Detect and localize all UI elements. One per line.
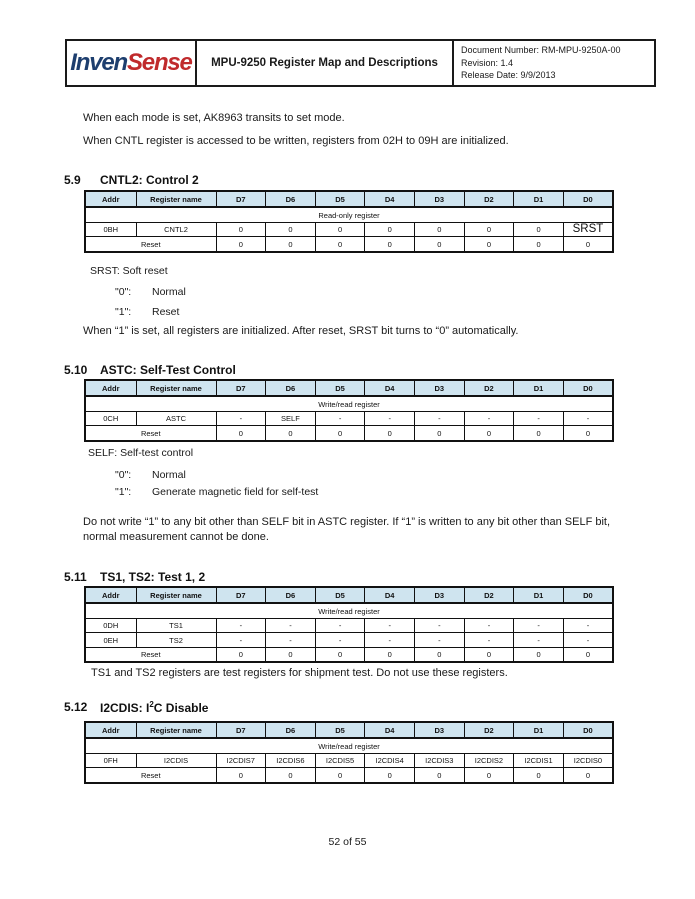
bit-cell: -	[266, 633, 316, 648]
column-header: D1	[514, 587, 564, 603]
bit-cell: 0	[365, 222, 415, 237]
section-number: 5.11	[64, 570, 87, 584]
bit-cell: -	[514, 618, 564, 633]
reset-value-cell: 0	[415, 426, 465, 441]
reset-value-cell: 0	[216, 426, 266, 441]
bit-cell: 0	[514, 222, 564, 237]
reset-value-cell: 0	[464, 237, 514, 252]
column-header: Register name	[136, 722, 216, 738]
bit-cell: -	[563, 633, 613, 648]
column-header: D5	[315, 722, 365, 738]
bit-description-lead: SELF: Self-test control	[88, 447, 194, 459]
section-number: 5.9	[64, 173, 81, 187]
section-title: TS1, TS2: Test 1, 2	[100, 570, 206, 584]
bit-cell: 0	[315, 222, 365, 237]
intro-paragraph-1: When each mode is set, AK8963 transits to set mode.	[83, 112, 345, 124]
column-header: D6	[266, 722, 316, 738]
addr-cell: 0DH	[85, 618, 136, 633]
reset-value-cell: 0	[365, 426, 415, 441]
column-header: D1	[514, 191, 564, 207]
column-header: D3	[415, 380, 465, 396]
column-header: Addr	[85, 587, 136, 603]
reset-value-cell: 0	[315, 237, 365, 252]
reset-value-cell: 0	[563, 426, 613, 441]
column-header: D4	[365, 380, 415, 396]
section-heading-5-11	[64, 570, 205, 584]
section-title	[100, 700, 208, 715]
reset-value-cell: 0	[415, 237, 465, 252]
reset-value-cell: 0	[365, 647, 415, 662]
column-header: D6	[266, 587, 316, 603]
document-release-date: Release Date: 9/9/2013	[461, 70, 556, 81]
reset-value-cell: 0	[415, 647, 465, 662]
column-header: D5	[315, 380, 365, 396]
bit-cell: I2CDIS3	[415, 753, 465, 768]
register-table	[84, 379, 614, 442]
bit-cell: 0	[216, 222, 266, 237]
bit-cell: -	[216, 618, 266, 633]
section-heading-5-9	[64, 173, 199, 187]
bit-cell: -	[514, 411, 564, 426]
reset-value-cell: 0	[315, 647, 365, 662]
bit-cell: -	[216, 411, 266, 426]
register-table	[84, 190, 614, 253]
register-name-cell: TS1	[136, 618, 216, 633]
bit-value-key: "0":	[115, 286, 132, 298]
column-header: D3	[415, 191, 465, 207]
bit-value-meaning: Normal	[152, 469, 186, 481]
column-header: D5	[315, 587, 365, 603]
reset-label-cell: Reset	[85, 647, 216, 662]
bit-cell: I2CDIS2	[464, 753, 514, 768]
bit-value-meaning: Normal	[152, 286, 186, 298]
reset-value-cell: 0	[315, 768, 365, 783]
addr-cell: 0BH	[85, 222, 136, 237]
column-header: D6	[266, 380, 316, 396]
column-header: D3	[415, 587, 465, 603]
column-header: D7	[216, 722, 266, 738]
bit-cell: I2CDIS4	[365, 753, 415, 768]
register-row	[85, 222, 613, 237]
register-table	[84, 586, 614, 663]
bit-value-key: "0":	[115, 469, 132, 481]
reset-value-cell: 0	[563, 237, 613, 252]
column-header: D5	[315, 191, 365, 207]
reset-value-cell: 0	[563, 768, 613, 783]
bit-cell: -	[216, 633, 266, 648]
reset-value-cell: 0	[514, 768, 564, 783]
bit-value-meaning: Generate magnetic field for self-test	[152, 486, 319, 498]
column-header: D3	[415, 722, 465, 738]
reset-label-cell: Reset	[85, 426, 216, 441]
register-row	[85, 411, 613, 426]
column-header: D7	[216, 380, 266, 396]
logo-part-inven: Inven	[70, 49, 127, 76]
bit-cell: -	[365, 633, 415, 648]
register-table-slot	[84, 190, 614, 253]
bit-cell: -	[464, 618, 514, 633]
column-header: D0	[563, 191, 613, 207]
document-title: MPU-9250 Register Map and Descriptions	[197, 41, 454, 85]
page-number: 52 of 55	[328, 836, 367, 848]
bit-value-item	[115, 286, 186, 298]
logo-text	[70, 49, 191, 77]
column-header: D2	[464, 191, 514, 207]
column-header: D4	[365, 587, 415, 603]
column-header: D2	[464, 587, 514, 603]
bit-cell: 0	[266, 222, 316, 237]
reset-value-cell: 0	[365, 237, 415, 252]
reset-value-cell: 0	[216, 768, 266, 783]
reset-value-cell: 0	[514, 647, 564, 662]
reset-value-cell: 0	[415, 768, 465, 783]
column-header: Register name	[136, 191, 216, 207]
bit-cell: -	[315, 618, 365, 633]
register-row	[85, 618, 613, 633]
column-header: Addr	[85, 380, 136, 396]
access-type-cell: Write/read register	[85, 603, 613, 618]
bit-cell: -	[563, 618, 613, 633]
register-name-cell: I2CDIS	[136, 753, 216, 768]
register-name-cell: ASTC	[136, 411, 216, 426]
bit-cell: -	[315, 633, 365, 648]
column-header: D0	[563, 380, 613, 396]
bit-cell: -	[464, 411, 514, 426]
reset-value-cell: 0	[266, 647, 316, 662]
column-header: Addr	[85, 191, 136, 207]
bit-cell: I2CDIS1	[514, 753, 564, 768]
intro-paragraph-2: When CNTL register is accessed to be written, registers from 02H to 09H are initialized.	[83, 135, 509, 147]
document-info	[454, 41, 654, 85]
bit-value-key: "1":	[115, 486, 132, 498]
document-revision: Revision: 1.4	[461, 57, 514, 68]
bit-cell: -	[315, 411, 365, 426]
reset-label-cell: Reset	[85, 768, 216, 783]
bit-cell: SELF	[266, 411, 316, 426]
column-header: D1	[514, 722, 564, 738]
reset-value-cell: 0	[216, 647, 266, 662]
register-table-slot	[84, 379, 614, 442]
register-row	[85, 633, 613, 648]
register-table	[84, 721, 614, 784]
reset-value-cell: 0	[266, 426, 316, 441]
reset-value-cell: 0	[464, 768, 514, 783]
bit-cell: I2CDIS7	[216, 753, 266, 768]
column-header: D0	[563, 587, 613, 603]
column-header: D4	[365, 722, 415, 738]
section-note: Do not write “1” to any bit other than SELF bit in ASTC register. If “1” is written to any bit other than SELF bit, normal measurement cannot be done.	[83, 516, 611, 543]
column-header: D2	[464, 722, 514, 738]
bit-cell: -	[514, 633, 564, 648]
section-title: ASTC: Self-Test Control	[100, 363, 236, 377]
register-name-cell: TS2	[136, 633, 216, 648]
bit-cell: -	[365, 618, 415, 633]
bit-cell: -	[415, 633, 465, 648]
access-type-cell: Write/read register	[85, 738, 613, 753]
reset-label-cell: Reset	[85, 237, 216, 252]
column-header: Register name	[136, 587, 216, 603]
document-header	[65, 39, 656, 87]
column-header: D1	[514, 380, 564, 396]
bit-description-lead: SRST: Soft reset	[90, 265, 168, 277]
column-header: D4	[365, 191, 415, 207]
reset-value-cell: 0	[315, 426, 365, 441]
column-header: Addr	[85, 722, 136, 738]
bit-cell: -	[563, 411, 613, 426]
column-header: D0	[563, 722, 613, 738]
reset-value-cell: 0	[464, 426, 514, 441]
bit-cell: -	[415, 411, 465, 426]
section-title-sup: 2	[149, 700, 154, 709]
register-row	[85, 753, 613, 768]
bit-cell: -	[415, 618, 465, 633]
section-heading-5-12	[64, 700, 208, 715]
section-note: When “1” is set, all registers are initialized. After reset, SRST bit turns to “0” automatically.	[83, 325, 519, 337]
addr-cell: 0FH	[85, 753, 136, 768]
register-name-cell: CNTL2	[136, 222, 216, 237]
reset-value-cell: 0	[266, 768, 316, 783]
document-number: Document Number: RM-MPU-9250A-00	[461, 45, 621, 56]
access-type-cell: Read-only register	[85, 207, 613, 222]
bit-value-item	[115, 306, 179, 318]
section-heading-5-10	[64, 363, 236, 377]
reset-value-cell: 0	[216, 237, 266, 252]
reset-value-cell: 0	[365, 768, 415, 783]
register-table-slot	[84, 586, 614, 663]
column-header: D6	[266, 191, 316, 207]
bit-cell: -	[266, 618, 316, 633]
bit-value-meaning: Reset	[152, 306, 180, 318]
register-table-slot	[84, 721, 614, 784]
addr-cell: 0CH	[85, 411, 136, 426]
column-header: D7	[216, 191, 266, 207]
reset-value-cell: 0	[514, 426, 564, 441]
bit-cell: I2CDIS5	[315, 753, 365, 768]
reset-value-cell: 0	[514, 237, 564, 252]
section-title: CNTL2: Control 2	[100, 173, 199, 187]
reset-value-cell: 0	[464, 647, 514, 662]
reset-value-cell: 0	[563, 647, 613, 662]
column-header: D7	[216, 587, 266, 603]
column-header: Register name	[136, 380, 216, 396]
bit-cell: 0	[464, 222, 514, 237]
bit-cell: -	[464, 633, 514, 648]
bit-cell: -	[365, 411, 415, 426]
bit-value-item	[115, 486, 318, 498]
column-header: D2	[464, 380, 514, 396]
reset-value-cell: 0	[266, 237, 316, 252]
bit-value-key: "1":	[115, 306, 132, 318]
bit-cell: SRST	[563, 222, 613, 237]
section-number: 5.10	[64, 363, 88, 377]
bit-cell: I2CDIS0	[563, 753, 613, 768]
bit-cell: 0	[415, 222, 465, 237]
section-title-pre: I2CDIS: I	[100, 701, 150, 715]
section-number: 5.12	[64, 700, 88, 714]
bit-cell: I2CDIS6	[266, 753, 316, 768]
logo-part-sense: Sense	[126, 49, 192, 76]
bit-value-item	[115, 469, 186, 481]
access-type-cell: Write/read register	[85, 396, 613, 411]
invensense-logo	[67, 41, 197, 85]
section-note: TS1 and TS2 registers are test registers for shipment test. Do not use these registers.	[91, 667, 508, 679]
section-title-post: C Disable	[153, 701, 209, 715]
addr-cell: 0EH	[85, 633, 136, 648]
